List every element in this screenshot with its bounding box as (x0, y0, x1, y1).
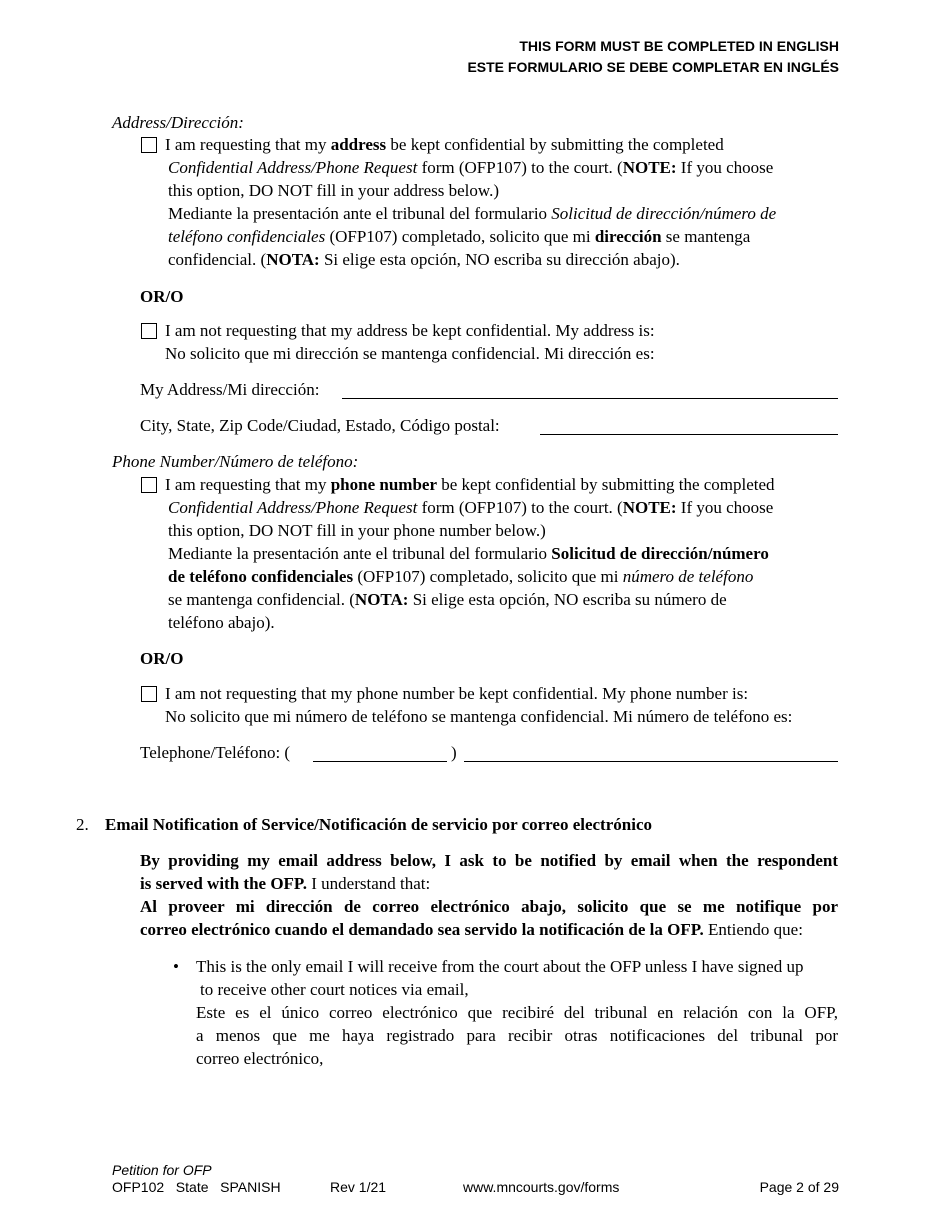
phone-opt1-line2: Confidential Address/Phone Request form (OFP107) to the court. (NOTE: If you choose (168, 498, 774, 517)
email-p1-line1: By providing my email address below, I ask to be notified by email when the respondent (140, 851, 838, 870)
telephone-number-field[interactable] (464, 761, 838, 762)
my-address-label: My Address/Mi dirección: (140, 380, 320, 399)
phone-opt2-line2: No solicito que mi número de teléfono se mantenga confidencial. Mi número de teléfono es: (165, 707, 793, 726)
phone-or-label: OR/O (140, 649, 184, 668)
address-opt2-line1: I am not requesting that my address be kept confidential. My address is: (165, 321, 655, 340)
address-opt2-line2: No solicito que mi dirección se mantenga confidencial. Mi dirección es: (165, 344, 655, 363)
phone-opt2-line1: I am not requesting that my phone number be kept confidential. My phone number is: (165, 684, 749, 703)
email-p1-line2: is served with the OFP. I understand that: (140, 874, 431, 893)
address-opt1-line1: I am requesting that my address be kept confidential by submitting the completed (165, 135, 724, 154)
phone-not-confidential-checkbox[interactable] (141, 686, 157, 702)
footer-url: www.mncourts.gov/forms (463, 1179, 620, 1195)
header-line-2: ESTE FORMULARIO SE DEBE COMPLETAR EN INGLÉS (467, 59, 839, 75)
phone-opt1-line3: this option, DO NOT fill in your phone number below.) (168, 521, 546, 540)
telephone-paren-close: ) (451, 743, 457, 762)
address-heading: Address/Dirección: (112, 113, 244, 132)
phone-opt1-line4: Mediante la presentación ante el tribunal del formulario Solicitud de dirección/número (168, 544, 769, 563)
address-opt1-line4: Mediante la presentación ante el tribunal del formulario Solicitud de dirección/número de (168, 204, 777, 223)
phone-confidential-checkbox[interactable] (141, 477, 157, 493)
phone-opt1-line5: de teléfono confidenciales (OFP107) completado, solicito que mi número de teléfono (168, 567, 754, 586)
email-p2-line2: correo electrónico cuando el demandado sea servido la notificación de la OFP. Entiendo que: (140, 920, 803, 939)
address-not-confidential-checkbox[interactable] (141, 323, 157, 339)
city-state-zip-field[interactable] (540, 434, 838, 435)
address-opt1-line6: confidencial. (NOTA: Si elige esta opción, NO escriba su dirección abajo). (168, 250, 680, 269)
area-code-field[interactable] (313, 761, 447, 762)
telephone-label: Telephone/Teléfono: ( (140, 743, 291, 762)
footer-revision: Rev 1/21 (330, 1179, 387, 1195)
address-opt1-line2: Confidential Address/Phone Request form (OFP107) to the court. (NOTE: If you choose (168, 158, 774, 177)
email-p2-line1: Al proveer mi dirección de correo electrónico abajo, solicito que se me notifique por (140, 897, 838, 916)
phone-heading: Phone Number/Número de teléfono: (112, 452, 359, 471)
section-2-number: 2. (76, 815, 89, 834)
city-state-zip-label: City, State, Zip Code/Ciudad, Estado, Código postal: (140, 416, 500, 435)
address-opt1-line3: this option, DO NOT fill in your address below.) (168, 181, 499, 200)
address-or-label: OR/O (140, 287, 184, 306)
phone-opt1-line7: teléfono abajo). (168, 613, 275, 632)
email-bullet-line3: Este es el único correo electrónico que recibiré del tribunal en relación con la OFP, (196, 1003, 838, 1022)
email-bullet-line2: to receive other court notices via email, (200, 980, 469, 999)
phone-opt1-line6: se mantenga confidencial. (NOTA: Si elige esta opción, NO escriba su número de (168, 590, 727, 609)
footer-form-id: OFP102 State SPANISH (112, 1179, 281, 1195)
address-confidential-checkbox[interactable] (141, 137, 157, 153)
email-bullet-line4: a menos que me haya registrado para recibir otras notificaciones del tribunal por (196, 1026, 838, 1045)
my-address-field[interactable] (342, 398, 838, 399)
address-opt1-line5: teléfono confidenciales (OFP107) completado, solicito que mi dirección se mantenga (168, 227, 751, 246)
header-line-1: THIS FORM MUST BE COMPLETED IN ENGLISH (519, 38, 839, 54)
footer-form-title: Petition for OFP (112, 1162, 212, 1178)
email-bullet-line5: correo electrónico, (196, 1049, 324, 1068)
phone-opt1-line1: I am requesting that my phone number be kept confidential by submitting the completed (165, 475, 775, 494)
email-section-heading: Email Notification of Service/Notificación de servicio por correo electrónico (105, 815, 652, 834)
email-bullet: • (173, 957, 179, 976)
email-bullet-line1: This is the only email I will receive from the court about the OFP unless I have signed up (196, 957, 804, 976)
footer-page-number: Page 2 of 29 (759, 1179, 839, 1195)
